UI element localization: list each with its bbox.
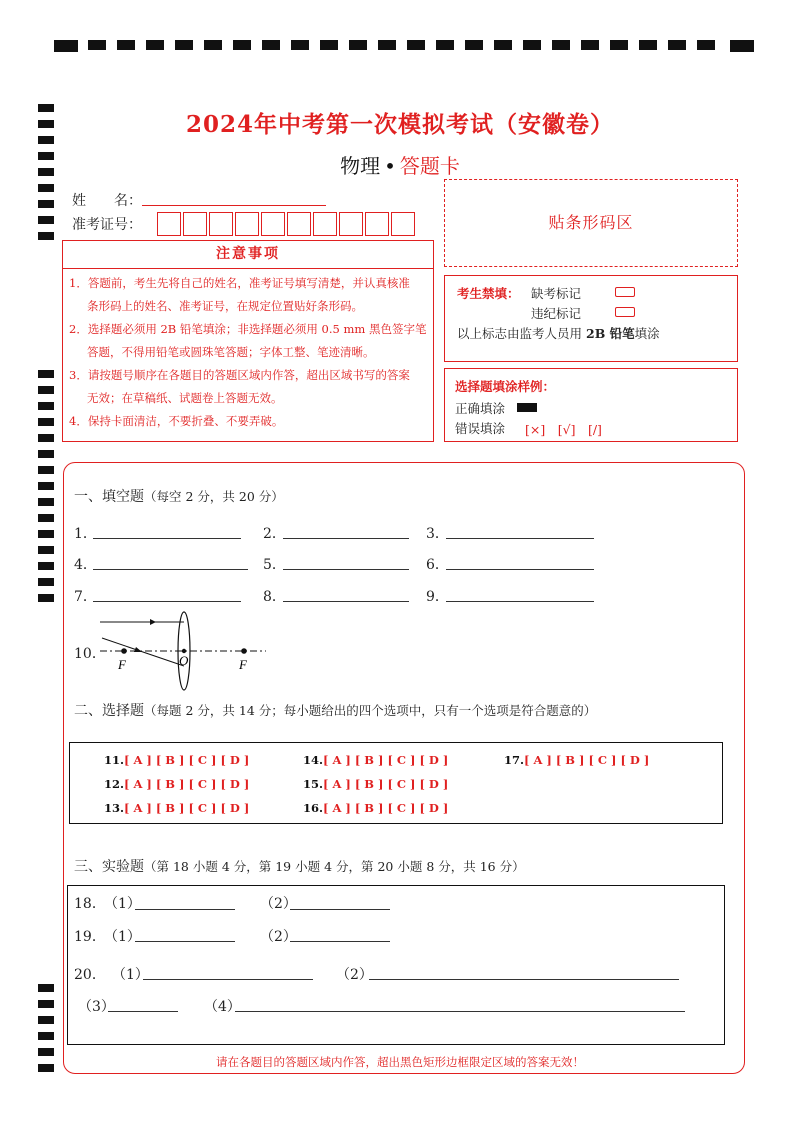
q20-part3-label: （3）: [78, 999, 115, 1015]
mc-question[interactable]: [104, 777, 249, 791]
id-digit-box[interactable]: [183, 212, 207, 236]
q1-answer-line[interactable]: [93, 538, 241, 539]
q5-answer-line[interactable]: [283, 569, 409, 570]
q7-answer-line[interactable]: [93, 601, 241, 602]
note-line: 无效；在草稿纸、试题卷上答题无效。: [87, 391, 283, 405]
mc-options[interactable]: [ A ] [ B ] [ C ] [ D ]: [524, 753, 650, 767]
mc-number: 14.: [303, 753, 324, 767]
section1-title: 一、填空题: [74, 489, 144, 505]
mc-options[interactable]: [ A ] [ B ] [ C ] [ D ]: [124, 801, 250, 815]
ray-arrow: [134, 647, 142, 652]
forbidden-title: 考生禁填：: [457, 286, 520, 301]
section2-note: （每题 2 分，共 14 分；每小题给出的四个选项中，只有一个选项是符合题意的）: [144, 703, 597, 718]
q2-number: 2．: [263, 526, 286, 542]
q4-answer-line[interactable]: [93, 569, 248, 570]
mc-question[interactable]: [504, 753, 649, 767]
mc-question[interactable]: [303, 777, 448, 791]
exam-id-label: 准考证号：: [72, 217, 142, 233]
section3-title: 三、实验题: [74, 859, 144, 875]
q20-part4-label: （4）: [204, 999, 241, 1015]
absent-mark-box[interactable]: [615, 287, 635, 297]
note-line: 3．请按题号顺序在各题目的答题区域内作答，超出区域书写的答案: [69, 368, 410, 382]
q1-number: 1．: [74, 526, 97, 542]
name-label: 姓 名：: [72, 193, 142, 209]
fill-sample-box: [444, 368, 738, 442]
mc-question[interactable]: [303, 753, 448, 767]
id-digit-box[interactable]: [209, 212, 233, 236]
note-line: 1．答题前，考生先将自己的姓名，准考证号填写清楚，并认真核准: [69, 276, 410, 290]
q18-part1-label: （1）: [104, 896, 141, 912]
section3-heading: [74, 856, 525, 876]
id-digit-box[interactable]: [287, 212, 311, 236]
forbidden-box: [444, 275, 738, 362]
focal-label-left: F: [118, 657, 126, 672]
id-digit-box[interactable]: [365, 212, 389, 236]
barcode-label: 贴条形码区: [548, 213, 634, 232]
q2-answer-line[interactable]: [283, 538, 409, 539]
mc-number: 13.: [104, 801, 125, 815]
note-line: 4．保持卡面清洁，不要折叠、不要弄破。: [69, 414, 284, 428]
q20-part1-label: （1）: [112, 967, 149, 983]
wrong-fill-label: 错误填涂: [455, 421, 506, 436]
q10-number: 10．: [74, 646, 106, 662]
barcode-area: [444, 179, 738, 267]
lens-ray-diagram: [96, 608, 276, 694]
q19-part1-line[interactable]: [135, 941, 235, 942]
ray-arrow: [150, 619, 156, 625]
wrong-fill-marks: [×] [√] [/]: [525, 422, 602, 437]
forbidden-note-pre: 以上标志由监考人员用: [457, 326, 583, 341]
q19-number: 19．: [74, 929, 106, 945]
q7-number: 7．: [74, 589, 97, 605]
section2-title: 二、选择题: [74, 703, 144, 719]
q4-number: 4．: [74, 557, 97, 573]
q9-number: 9．: [426, 589, 449, 605]
q20-part3-line[interactable]: [108, 1011, 178, 1012]
focal-point-right: [241, 648, 247, 654]
subtitle-dot: •: [384, 154, 396, 178]
correct-fill-mark: [517, 403, 537, 412]
mc-number: 16.: [303, 801, 324, 815]
q18-part2-label: （2）: [260, 896, 297, 912]
violation-label: 违纪标记: [531, 306, 582, 321]
mc-options[interactable]: [ A ] [ B ] [ C ] [ D ]: [124, 777, 250, 791]
section1-heading: [74, 486, 284, 506]
forbidden-note-post: 填涂: [634, 326, 660, 341]
id-digit-box[interactable]: [391, 212, 415, 236]
mc-number: 11.: [104, 753, 125, 767]
subject-label: 物理: [340, 154, 381, 178]
section3-note: （第 18 小题 4 分，第 19 小题 4 分，第 20 小题 8 分，共 16 分）: [144, 859, 525, 874]
q19-part2-line[interactable]: [290, 941, 390, 942]
violation-mark-box[interactable]: [615, 307, 635, 317]
id-digit-box[interactable]: [157, 212, 181, 236]
correct-fill-label: 正确填涂: [455, 401, 506, 416]
q20-part2-line[interactable]: [369, 979, 679, 980]
mc-options[interactable]: [ A ] [ B ] [ C ] [ D ]: [323, 801, 449, 815]
answer-card-label: 答题卡: [399, 154, 460, 178]
forbidden-note-bold: 2B 铅笔: [586, 326, 635, 341]
notes-box: [62, 240, 434, 442]
q6-answer-line[interactable]: [446, 569, 594, 570]
mc-number: 17.: [504, 753, 525, 767]
name-field[interactable]: [142, 205, 326, 206]
id-digit-box[interactable]: [235, 212, 259, 236]
mc-options[interactable]: [ A ] [ B ] [ C ] [ D ]: [124, 753, 250, 767]
q18-number: 18．: [74, 896, 106, 912]
focal-label-right: F: [239, 657, 247, 672]
q3-number: 3．: [426, 526, 449, 542]
q19-part1-label: （1）: [104, 929, 141, 945]
exam-title: 2024年中考第一次模拟考试（安徽卷）: [185, 111, 614, 138]
q20-part1-line[interactable]: [143, 979, 313, 980]
q5-number: 5．: [263, 557, 286, 573]
optical-center-label: O: [179, 653, 189, 668]
q8-answer-line[interactable]: [283, 601, 409, 602]
note-line: 条形码上的姓名、准考证号，在规定位置贴好条形码。: [87, 299, 363, 313]
q8-number: 8．: [263, 589, 286, 605]
note-line: 2．选择题必须用 2B 铅笔填涂；非选择题必须用 0.5 mm 黑色签字笔: [69, 322, 427, 336]
mc-options[interactable]: [ A ] [ B ] [ C ] [ D ]: [323, 753, 449, 767]
fill-sample-title: 选择题填涂样例：: [455, 379, 556, 394]
id-digit-box[interactable]: [261, 212, 285, 236]
mc-question[interactable]: [303, 801, 448, 815]
section2-heading: [74, 700, 596, 720]
notes-title: 注意事项: [63, 241, 433, 269]
q20-part4-line[interactable]: [235, 1011, 685, 1012]
focal-point-left: [121, 648, 127, 654]
mc-options[interactable]: [ A ] [ B ] [ C ] [ D ]: [323, 777, 449, 791]
incident-ray-oblique: [102, 638, 184, 666]
q18-part1-line[interactable]: [135, 909, 235, 910]
note-line: 答题，不得用铅笔或圆珠笔答题；字体工整、笔迹清晰。: [87, 345, 375, 359]
mc-question[interactable]: [104, 801, 249, 815]
q9-answer-line[interactable]: [446, 601, 594, 602]
forbidden-note: [457, 324, 660, 342]
q18-part2-line[interactable]: [290, 909, 390, 910]
mc-number: 12.: [104, 777, 125, 791]
q20-number: 20．: [74, 967, 106, 983]
id-digit-box[interactable]: [339, 212, 363, 236]
mc-number: 15.: [303, 777, 324, 791]
q3-answer-line[interactable]: [446, 538, 594, 539]
absent-label: 缺考标记: [531, 286, 582, 301]
id-digit-box[interactable]: [313, 212, 337, 236]
card-subtitle: [0, 150, 800, 179]
q6-number: 6．: [426, 557, 449, 573]
mc-question[interactable]: [104, 753, 249, 767]
q19-part2-label: （2）: [260, 929, 297, 945]
footer-warning: 请在各题目的答题区域内作答，超出黑色矩形边框限定区域的答案无效！: [216, 1055, 584, 1069]
section1-note: （每空 2 分，共 20 分）: [144, 489, 284, 504]
q20-part2-label: （2）: [336, 967, 373, 983]
